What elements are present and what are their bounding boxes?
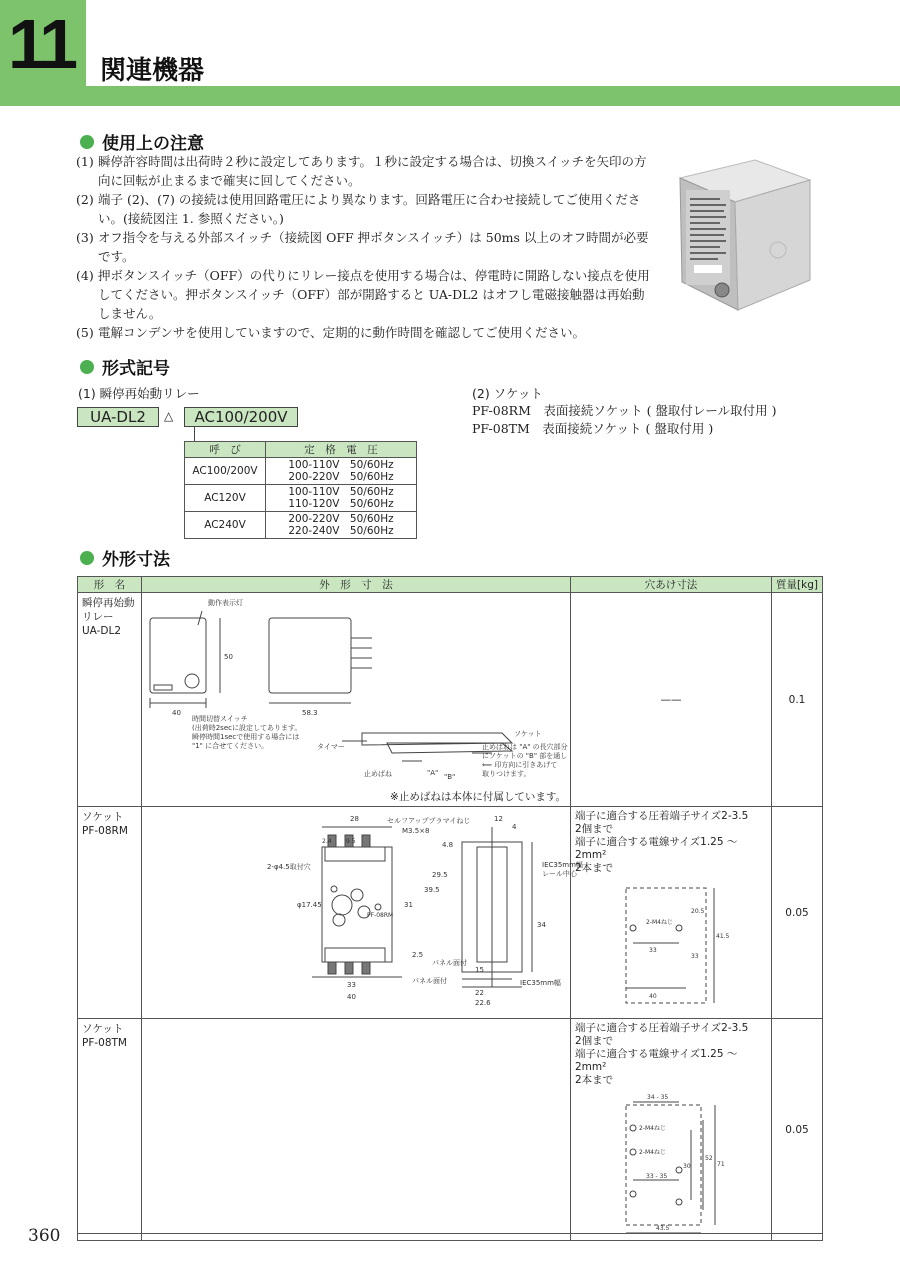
table-row — [78, 593, 823, 807]
svg-text:ソケット: ソケット — [514, 730, 542, 738]
svg-text:タイマー: タイマー — [317, 743, 345, 751]
table-row — [78, 807, 823, 1019]
code-model: UA-DL2 — [77, 407, 159, 427]
svg-text:2-M4ねじ: 2-M4ねじ — [639, 1125, 666, 1132]
svg-text:33: 33 — [649, 947, 657, 954]
svg-text:40: 40 — [649, 993, 657, 1000]
svg-text:50: 50 — [224, 653, 233, 661]
svg-text:"A": "A" — [427, 769, 439, 777]
section-title: 外形寸法 — [102, 550, 170, 570]
svg-text:33 - 35: 33 - 35 — [646, 1173, 668, 1180]
pf08rm-drawing — [142, 807, 583, 1017]
svg-text:M3.5×8: M3.5×8 — [402, 827, 430, 835]
svg-text:2-M4ねじ: 2-M4ねじ — [646, 919, 673, 926]
dimensions-table: 形 名 外 形 寸 法 穴あけ寸法 質量[kg] 瞬停再始動 リレー UA-DL2 動作表示灯 40 50 58.3 時間切替スイッチ (出荷時2secに設定してあります。 瞬停時間1secで使用する場合には "1" に合せてください。 タイマー ソケット 止めばね "A" "B" 止めばねは "A" の長穴部分 にソケットの "B" 部を通し ⟸ 印方向に引きあげて 取りつけます。 ※止めばねは本体に付属しています。 —— 0.1 ソケット PF-08RM セルフアッププラマイねじ M3.5×8 2-φ4.5取付穴 IEC35mm幅 レール中心 パネル面付 パネル面付 IEC35mm幅 PF-08RM 28 2.4 9.5 12 4 4.8 φ17.45 33 40 29.5 31 39.5 34 15 22 22.6 2.5 端子に適合する圧着端子サイズ2-3.5 2個まで 端子に適合する電線サイズ1.25 ～ 2mm² 2本まで 2-M4ねじ 33 40 20.5 41.5 33 0.05 ソケット PF-08TM 端子に適合する圧着端子サイズ2-3.5 2個まで 端子に適合する電線サイズ1.25 ～ 2mm² 2本まで 34 - 35 2-M4ねじ 2-M4ねじ 33 - 35 43.5 30 52 71 0.05 — [77, 576, 823, 1241]
svg-text:58.3: 58.3 — [302, 709, 318, 717]
chapter-number: 11 — [8, 5, 74, 83]
holes-text: 端子に適合する圧着端子サイズ2-3.5 2個まで 端子に適合する電線サイズ1.25 ～ 2mm² 2本まで — [575, 810, 749, 874]
svg-text:動作表示灯: 動作表示灯 — [208, 599, 243, 607]
model-name: ソケット PF-08TM — [82, 1023, 127, 1049]
svg-text:PF-08RM: PF-08RM — [367, 912, 394, 919]
table-row — [78, 1019, 823, 1241]
pf08tm-holes-drawing — [571, 1090, 771, 1240]
model-name: 瞬停再始動 リレー UA-DL2 — [82, 597, 135, 637]
relay-drawing — [142, 593, 570, 805]
svg-text:取りつけます。: 取りつけます。 — [482, 770, 531, 778]
svg-text:41.5: 41.5 — [716, 933, 730, 940]
svg-text:40: 40 — [347, 993, 356, 1001]
svg-text:IEC35mm幅: IEC35mm幅 — [542, 861, 583, 869]
svg-text:止めばね: 止めばね — [364, 770, 392, 778]
svg-text:時間切替スイッチ: 時間切替スイッチ — [192, 715, 248, 723]
svg-text:2-φ4.5取付穴: 2-φ4.5取付穴 — [267, 863, 311, 871]
svg-text:40: 40 — [172, 709, 181, 717]
table-row: AC100/200V 100-110V 50/60Hz 200-220V 50/60Hz — [185, 458, 417, 485]
relay-label: (1) 瞬停再始動リレー — [78, 386, 200, 401]
svg-text:止めばねは "A" の長穴部分: 止めばねは "A" の長穴部分 — [482, 743, 568, 751]
svg-text:31: 31 — [404, 901, 413, 909]
table-row: AC120V 100-110V 50/60Hz 110-120V 50/60Hz — [185, 485, 417, 512]
svg-text:52: 52 — [705, 1155, 713, 1162]
svg-text:34: 34 — [537, 921, 546, 929]
note-item: (1) 瞬停許容時間は出荷時２秒に設定してあります。１秒に設定する場合は、切換スイッチを矢印の方向に回転が止まるまで確実に回してください。 — [76, 154, 647, 188]
svg-text:22: 22 — [475, 989, 484, 997]
svg-text:33: 33 — [691, 953, 699, 960]
svg-text:39.5: 39.5 — [424, 886, 440, 894]
svg-text:φ17.45: φ17.45 — [297, 901, 322, 909]
section-title: 使用上の注意 — [102, 134, 204, 154]
voltage-table: 呼 び 定 格 電 圧 AC100/200V 100-110V 50/60Hz 200-220V 50/60Hz AC120V 100-110V 50/60Hz 110-120V 50/60Hz AC240V 200-220V 50/60Hz 220-240V 50/60Hz — [184, 441, 417, 539]
bullet-icon — [80, 551, 94, 565]
bullet-icon — [80, 135, 94, 149]
svg-text:71: 71 — [717, 1161, 725, 1168]
mass-cell: 0.05 — [772, 1019, 823, 1241]
svg-text:15: 15 — [475, 966, 484, 974]
svg-text:43.5: 43.5 — [656, 1225, 670, 1232]
svg-text:22.6: 22.6 — [475, 999, 491, 1007]
svg-text:にソケットの "B" 部を通し: にソケットの "B" 部を通し — [482, 752, 568, 760]
svg-text:4.8: 4.8 — [442, 841, 454, 849]
svg-text:4: 4 — [512, 823, 517, 831]
holes-cell: —— — [571, 593, 772, 807]
svg-text:34 - 35: 34 - 35 — [647, 1094, 669, 1101]
svg-text:"1" に合せてください。: "1" に合せてください。 — [192, 742, 269, 750]
svg-text:2-M4ねじ: 2-M4ねじ — [639, 1149, 666, 1156]
code-separator: △ — [164, 409, 174, 423]
svg-text:12: 12 — [494, 815, 503, 823]
mass-cell: 0.05 — [772, 807, 823, 1019]
svg-text:33: 33 — [347, 981, 356, 989]
header-bar — [0, 86, 900, 106]
bullet-icon — [80, 360, 94, 374]
svg-text:パネル面付: パネル面付 — [412, 977, 447, 985]
chapter-title: 関連機器 — [100, 56, 205, 86]
page-number: 360 — [28, 1226, 61, 1246]
section-title: 形式記号 — [102, 359, 170, 379]
svg-text:2.4: 2.4 — [322, 838, 332, 845]
svg-text:9.5: 9.5 — [346, 838, 356, 845]
connector-line — [194, 427, 195, 441]
svg-text:2.5: 2.5 — [412, 951, 424, 959]
mass-cell: 0.1 — [772, 593, 823, 807]
footer-line — [77, 1233, 823, 1234]
svg-text:レール中心: レール中心 — [542, 870, 577, 878]
svg-text:28: 28 — [350, 815, 359, 823]
spring-note: ※止めばねは本体に付属しています。 — [390, 791, 566, 803]
note-item: (2) 端子 (2)、(7) の接続は使用回路電圧により異なります。回路電圧に合わせ接続してご使用ください。(接続図注 1. 参照ください。) — [76, 192, 641, 226]
chapter-box — [0, 0, 86, 106]
section-dims-heading — [80, 545, 170, 570]
section-model-heading — [80, 354, 170, 379]
svg-text:30: 30 — [683, 1163, 691, 1170]
table-row: AC240V 200-220V 50/60Hz 220-240V 50/60Hz — [185, 512, 417, 539]
pf08rm-holes-drawing — [571, 878, 771, 1018]
svg-text:(出荷時2secに設定してあります。: (出荷時2secに設定してあります。 — [192, 724, 302, 732]
svg-text:29.5: 29.5 — [432, 871, 448, 879]
holes-text: 端子に適合する圧着端子サイズ2-3.5 2個まで 端子に適合する電線サイズ1.25 ～ 2mm² 2本まで — [575, 1022, 749, 1086]
svg-text:IEC35mm幅: IEC35mm幅 — [520, 979, 561, 987]
svg-text:⟸ 印方向に引きあげて: ⟸ 印方向に引きあげて — [482, 761, 558, 769]
model-name: ソケット PF-08RM — [82, 811, 128, 837]
note-item: (5) 電解コンデンサを使用していますので、定期的に動作時間を確認してご使用ください。 — [76, 325, 586, 340]
svg-text:20.5: 20.5 — [691, 908, 705, 915]
svg-text:瞬停時間1secで使用する場合には: 瞬停時間1secで使用する場合には — [192, 733, 300, 741]
code-voltage: AC100/200V — [184, 407, 298, 427]
svg-text:"B": "B" — [444, 773, 456, 781]
section-usage-heading — [80, 129, 204, 154]
note-item: (4) 押ボタンスイッチ（OFF）の代りにリレー接点を使用する場合は、停電時に開路しない接点を使用してください。押ボタンスイッチ（OFF）部が開路すると UA-DL2 はオフし電磁接触器は再始動しません。 — [76, 268, 650, 321]
socket-item: PF-08RM 表面接続ソケット ( 盤取付レール取付用 ) — [472, 403, 777, 418]
socket-item: PF-08TM 表面接続ソケット ( 盤取付用 ) — [472, 421, 714, 436]
usage-notes — [76, 152, 651, 342]
socket-label: (2) ソケット — [472, 386, 543, 401]
product-photo — [660, 150, 820, 320]
note-item: (3) オフ指令を与える外部スイッチ（接続図 OFF 押ボタンスイッチ）は 50ms 以上のオフ時間が必要です。 — [76, 230, 649, 264]
svg-text:セルフアッププラマイねじ: セルフアッププラマイねじ — [387, 817, 471, 825]
svg-text:パネル面付: パネル面付 — [432, 959, 467, 967]
